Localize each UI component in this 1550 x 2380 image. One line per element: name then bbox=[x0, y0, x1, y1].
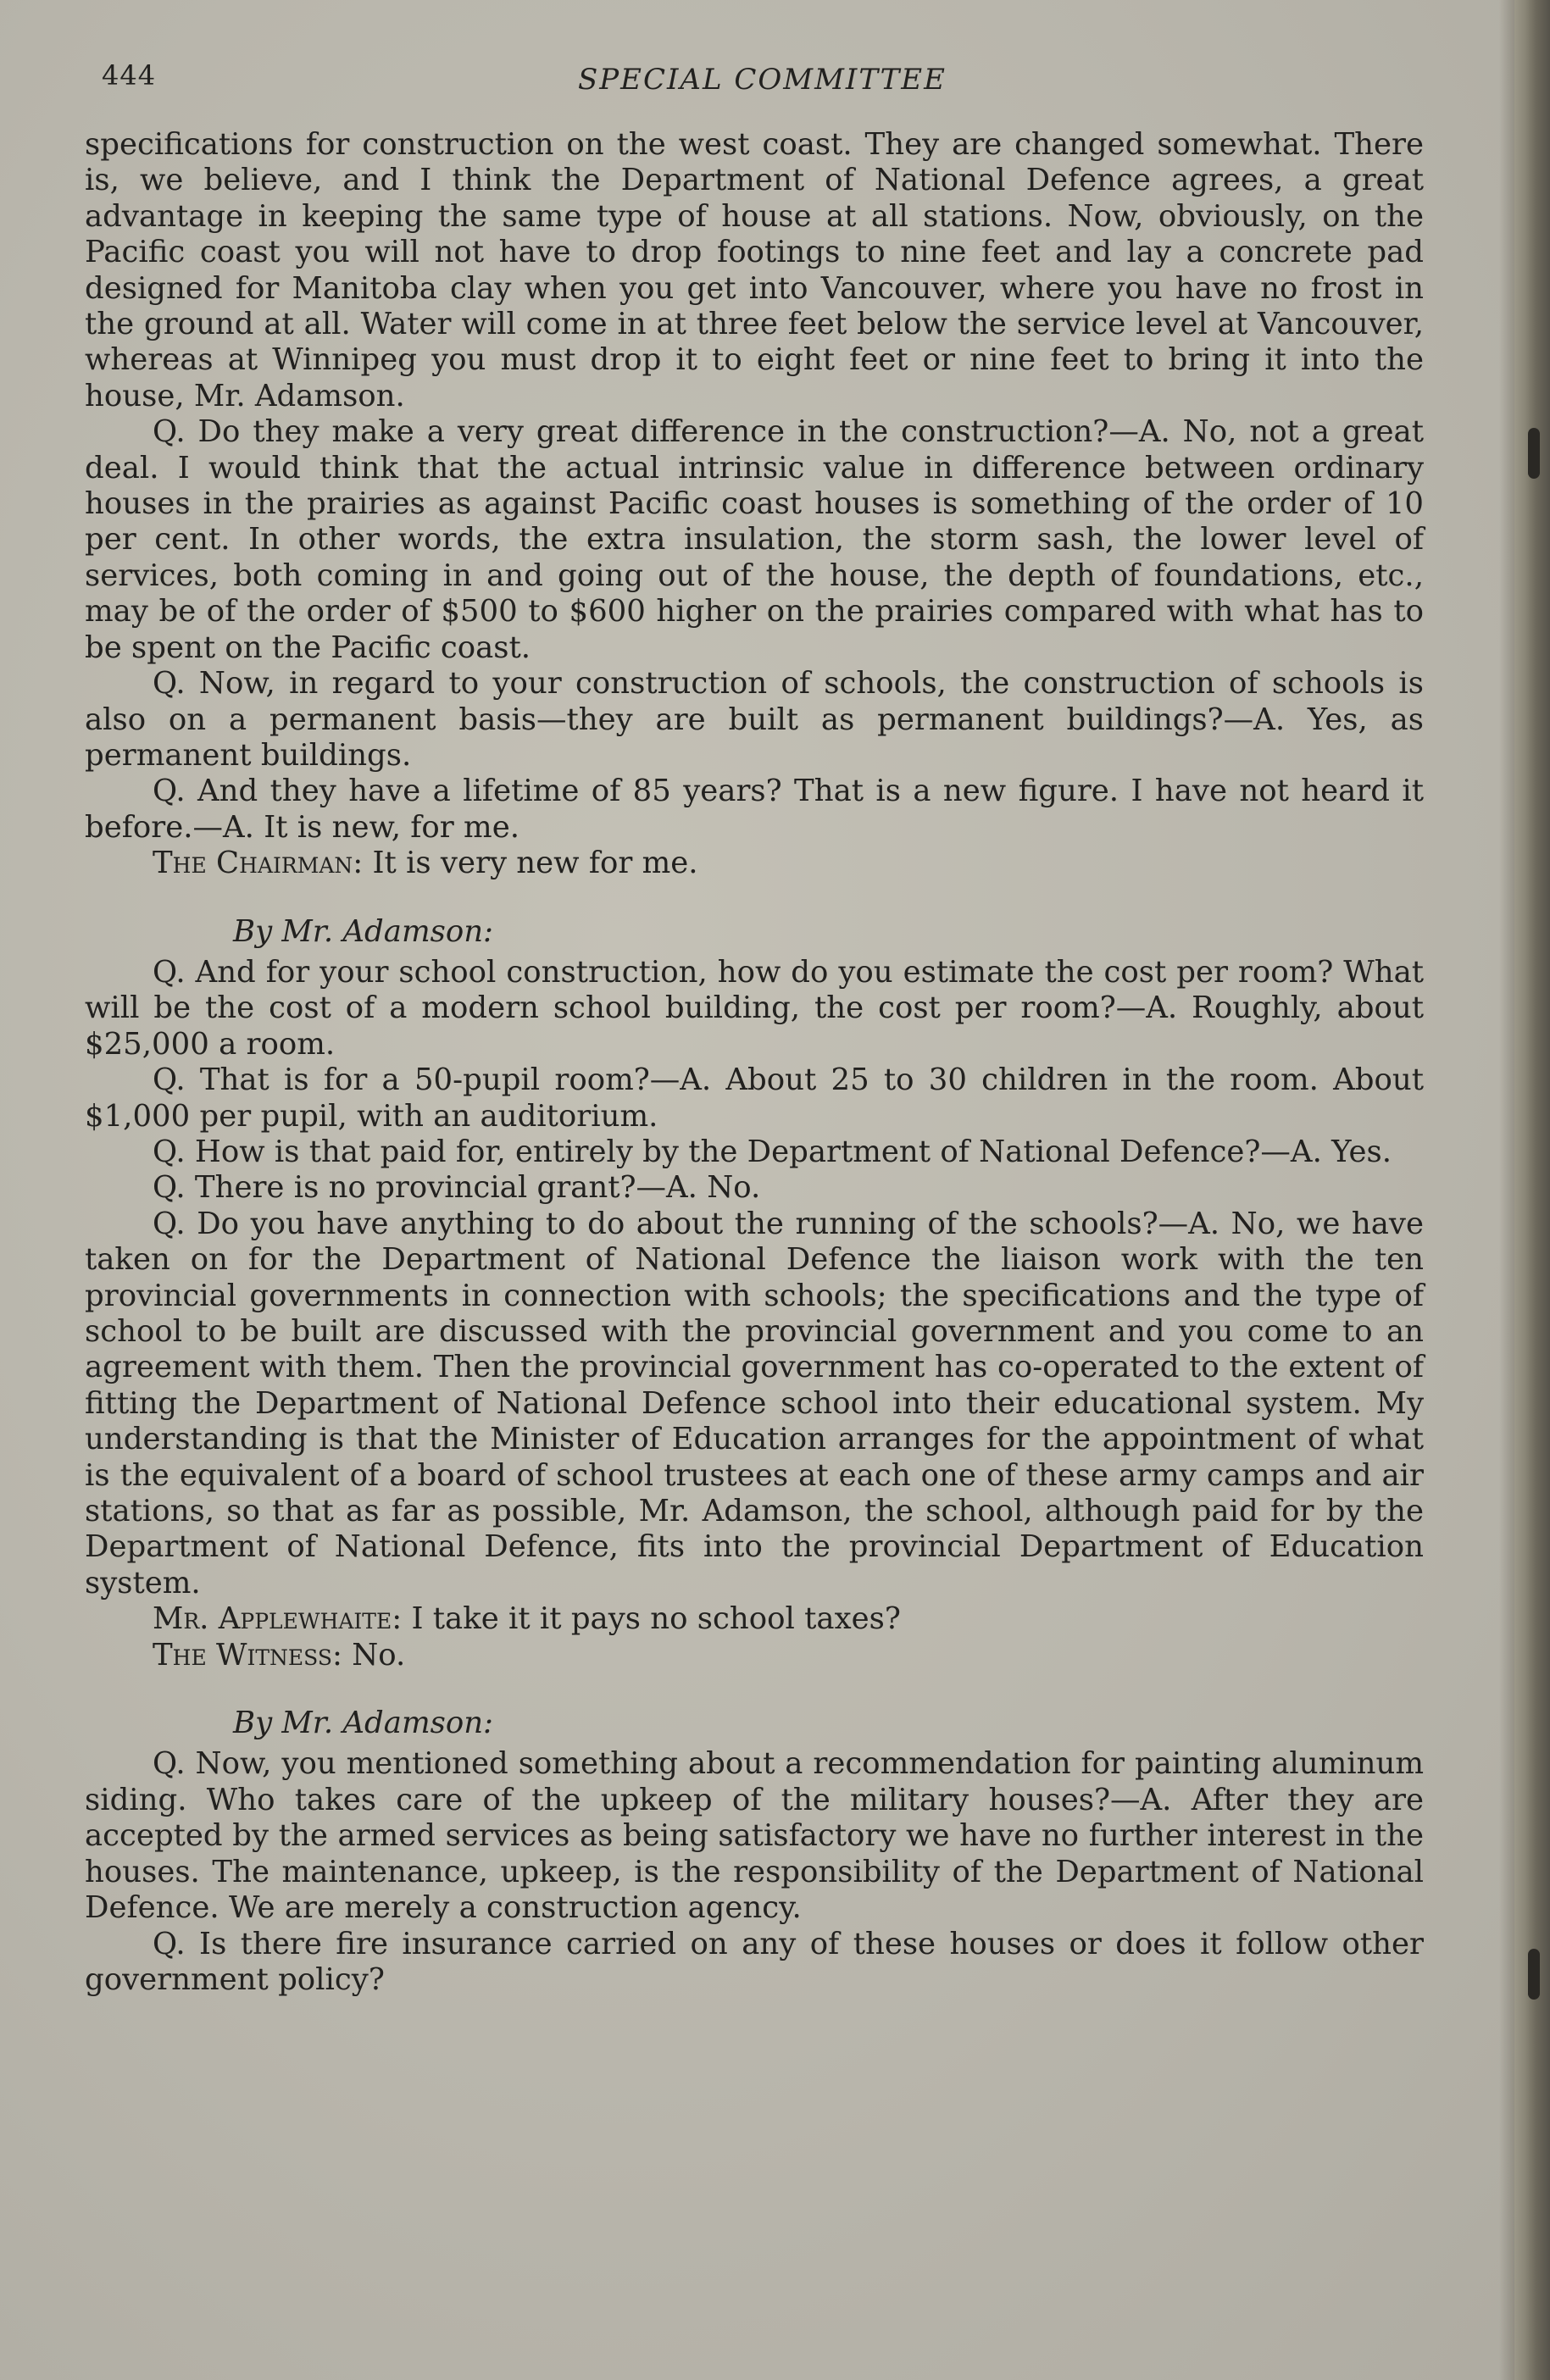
speaker-paragraph bbox=[85, 1638, 1424, 1673]
paragraph: Q. Is there fire insurance carried on any of these houses or does it follow other government policy? bbox=[85, 1926, 1424, 1997]
speaker-paragraph bbox=[85, 846, 1424, 881]
section-byline: By Mr. Adamson: bbox=[233, 1706, 494, 1741]
paragraph: Q. Do you have anything to do about the running of the schools?—A. No, we have taken on for the Department of National Defence the liaison work with the ten provincial governments in connection with schools; the specifications and the type of school to be built are discussed with the provincial government and you come to an agreement with them. Then the provincial government has co-operated to the extent of fitting the Department of National Defence school into their educational system. My understanding is that the Minister of Education arranges for the appointment of what is the equivalent of a board of school trustees at each one of these army camps and air stations, so that as far as possible, Mr. Adamson, the school, although paid for by the Department of National Defence, fits into the provincial Department of Education system. bbox=[85, 1206, 1424, 1601]
paragraph: Q. And they have a lifetime of 85 years? That is a new figure. I have not heard it before.—A. It is new, for me. bbox=[85, 774, 1424, 845]
book-spine bbox=[1514, 0, 1550, 2380]
body-text bbox=[85, 127, 1424, 1998]
speaker-paragraph bbox=[85, 1601, 1424, 1637]
paragraph: Q. That is for a 50-pupil room?—A. About 25 to 30 children in the room. About $1,000 per pupil, with an auditorium. bbox=[85, 1062, 1424, 1134]
running-head: SPECIAL COMMITTEE bbox=[578, 63, 947, 97]
paragraph: specifications for construction on the west coast. They are changed somewhat. There is, we believe, and I think the Department of National Defence agrees, a great advantage in keeping the same type of house at all stations. Now, obviously, on the Pacific coast you will not have to drop footings to nine feet and lay a concrete pad designed for Manitoba clay when you get into Vancouver, where you have no frost in the ground at all. Water will come in at three feet below the service level at Vancouver, whereas at Winnipeg you must drop it to eight feet or nine feet to bring it into the house, Mr. Adamson. bbox=[85, 127, 1424, 413]
speaker-name: The Witness: bbox=[153, 1637, 342, 1673]
section-byline: By Mr. Adamson: bbox=[233, 913, 494, 949]
page-gutter-shadow bbox=[1499, 0, 1514, 2380]
paragraph: Q. There is no provincial grant?—A. No. bbox=[153, 1170, 761, 1206]
paragraph: Q. Now, in regard to your construction of schools, the construction of schools is also on a permanent basis—they are built as permanent buildings?—A. Yes, as permanent buildings. bbox=[85, 666, 1424, 773]
paragraph: Q. How is that paid for, entirely by the Department of National Defence?—A. Yes. bbox=[153, 1134, 1392, 1169]
paragraph: Q. And for your school construction, how do you estimate the cost per room? What will be the cost of a modern school building, the cost per room?—A. Roughly, about $25,000 a room. bbox=[85, 954, 1424, 1062]
speaker-text: I take it it pays no school taxes? bbox=[402, 1601, 901, 1637]
page-header bbox=[95, 59, 1417, 102]
binding-ring bbox=[1528, 1949, 1540, 2000]
paragraph: Q. Now, you mentioned something about a recommendation for painting aluminum siding. Who takes care of the upkeep of the military houses?—A. After they are accepted by the armed services as being satisfactory we have no further interest in the houses. The maintenance, upkeep, is the responsibility of the Department of National Defence. We are merely a construction agency. bbox=[85, 1746, 1424, 1926]
speaker-text: It is very new for me. bbox=[363, 846, 698, 881]
speaker-name: The Chairman: bbox=[153, 846, 364, 881]
speaker-text: No. bbox=[342, 1637, 406, 1673]
paragraph: Q. Do they make a very great difference in the construction?—A. No, not a great deal. I would think that the actual intrinsic value in difference between ordinary houses in the prairies as against Pacific coast houses is something of the order of 10 per cent. In other words, the extra insulation, the storm sash, the lower level of services, both coming in and going out of the house, the depth of foundations, etc., may be of the order of $500 to $600 higher on the prairies compared with what has to be spent on the Pacific coast. bbox=[85, 414, 1424, 665]
page-number: 444 bbox=[102, 59, 157, 92]
speaker-name: Mr. Applewhaite: bbox=[153, 1601, 403, 1637]
binding-ring bbox=[1528, 428, 1540, 479]
